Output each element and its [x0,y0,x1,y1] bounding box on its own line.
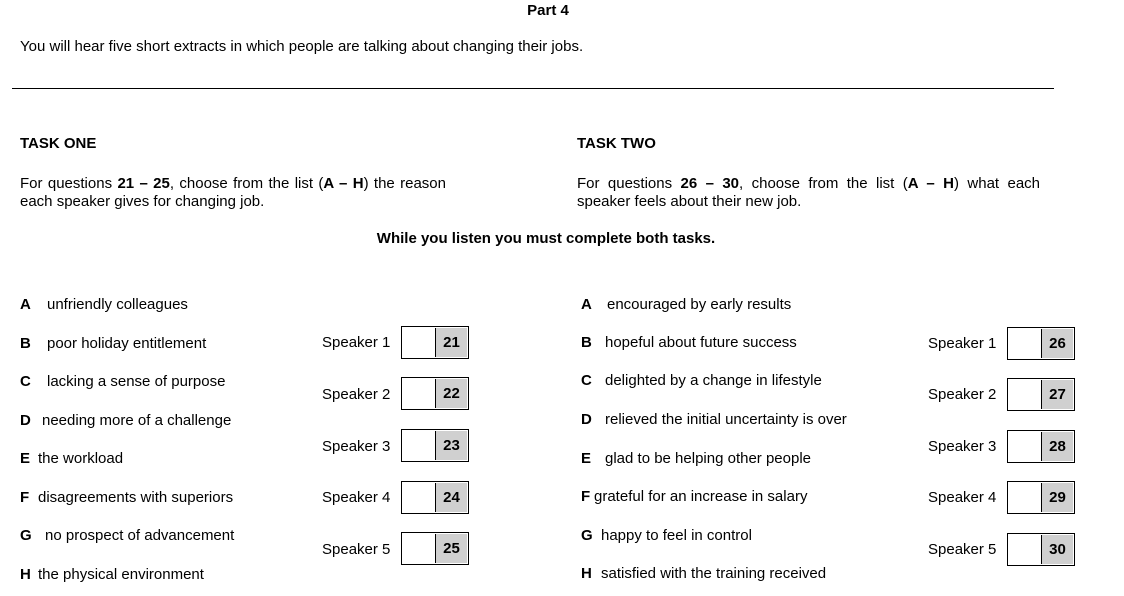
answer-box-29[interactable] [1007,481,1075,514]
task-two-speaker-5-label: Speaker 5 [928,541,997,558]
answer-box-25[interactable] [401,532,469,565]
task-one-speaker-1-label: Speaker 1 [322,334,391,351]
answer-input-28[interactable] [1008,431,1041,462]
question-number-30: 30 [1041,535,1073,564]
task-two-option-b: B hopeful about future success [581,334,797,351]
both-tasks-note: While you listen you must complete both tasks. [376,230,716,247]
question-number-24: 24 [435,483,467,512]
answer-input-24[interactable] [402,482,435,513]
task-two-option-h: H satisfied with the training received [581,565,827,582]
intro-text: You will hear five short extracts in which people are talking about changing their jobs. [20,38,584,55]
answer-input-25[interactable] [402,533,435,564]
task-two-speaker-2-label: Speaker 2 [928,386,997,403]
task-two-speaker-1-label: Speaker 1 [928,335,997,352]
task-one-heading: TASK ONE [20,135,97,152]
task-one-speaker-2-label: Speaker 2 [322,386,391,403]
question-number-27: 27 [1041,380,1073,409]
task-one-option-f: F disagreements with superiors [20,489,234,506]
task-two-option-g: G happy to feel in control [581,527,752,544]
question-number-26: 26 [1041,329,1073,358]
question-number-29: 29 [1041,483,1073,512]
question-number-21: 21 [435,328,467,357]
task-one-speaker-4-label: Speaker 4 [322,489,391,506]
task-two-option-c: C delighted by a change in lifestyle [581,372,822,389]
question-number-28: 28 [1041,432,1073,461]
task-one-option-h: H the physical environment [20,566,204,583]
task-one-option-g: G no prospect of advancement [20,527,235,544]
question-number-22: 22 [435,379,467,408]
answer-input-29[interactable] [1008,482,1041,513]
answer-box-30[interactable] [1007,533,1075,566]
question-number-25: 25 [435,534,467,563]
answer-input-27[interactable] [1008,379,1041,410]
answer-input-30[interactable] [1008,534,1041,565]
answer-box-23[interactable] [401,429,469,462]
task-two-speaker-3-label: Speaker 3 [928,438,997,455]
answer-box-24[interactable] [401,481,469,514]
task-one-option-c: C lacking a sense of purpose [20,373,226,390]
task-two-option-f: F grateful for an increase in salary [581,488,808,505]
answer-box-21[interactable] [401,326,469,359]
page-title: Part 4 [527,2,569,19]
answer-input-21[interactable] [402,327,435,358]
task-two-option-d: D relieved the initial uncertainty is over [581,411,847,428]
task-one-option-e: E the workload [20,450,124,467]
question-number-23: 23 [435,431,467,460]
task-one-speaker-5-label: Speaker 5 [322,541,391,558]
answer-input-26[interactable] [1008,328,1041,359]
answer-input-22[interactable] [402,378,435,409]
task-one-instruction: For questions 21 – 25, choose from the list (A – H) the reason each speaker gives for changing job. [20,175,446,210]
divider [12,88,1054,89]
answer-input-23[interactable] [402,430,435,461]
task-one-option-b: B poor holiday entitlement [20,335,207,352]
task-two-heading: TASK TWO [577,135,656,152]
task-one-speaker-3-label: Speaker 3 [322,438,391,455]
task-two-instruction: For questions 26 – 30, choose from the list (A – H) what each speaker feels about their new job. [577,175,1041,210]
answer-box-22[interactable] [401,377,469,410]
answer-box-27[interactable] [1007,378,1075,411]
task-two-speaker-4-label: Speaker 4 [928,489,997,506]
task-one-option-a: A unfriendly colleagues [20,296,188,313]
answer-box-28[interactable] [1007,430,1075,463]
task-one-option-d: D needing more of a challenge [20,412,232,429]
answer-box-26[interactable] [1007,327,1075,360]
task-two-option-e: E glad to be helping other people [581,450,812,467]
task-two-option-a: A encouraged by early results [581,296,792,313]
